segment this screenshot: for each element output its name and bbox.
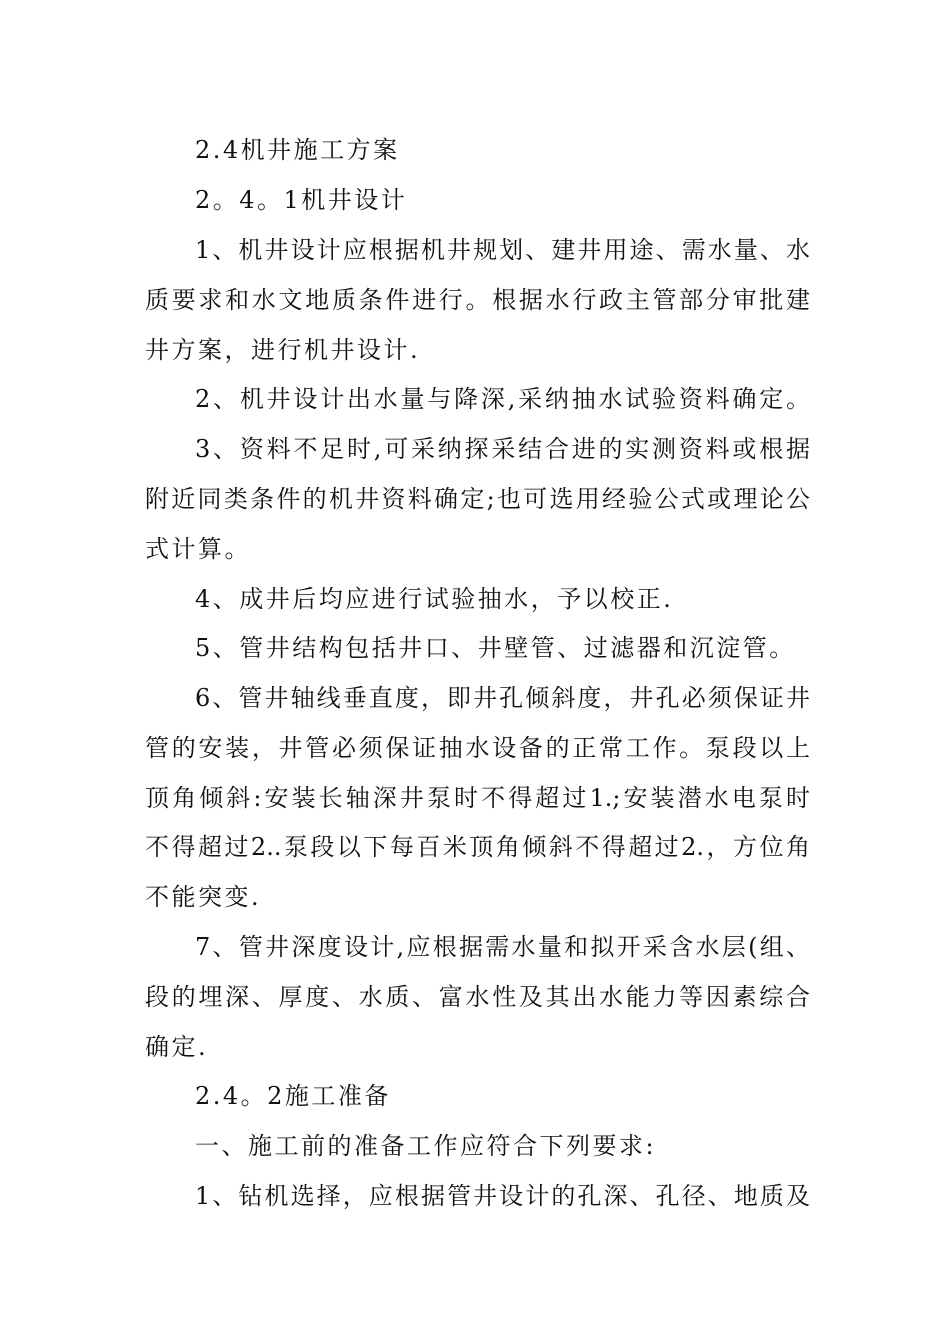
paragraph-line: 不能突变. — [145, 883, 262, 911]
paragraph-line: 不得超过2..泵段以下每百米顶角倾斜不得超过2.，方位角 — [145, 833, 810, 861]
paragraph-line: 管的安装，井管必须保证抽水设备的正常工作。泵段以上 — [145, 734, 810, 762]
paragraph-line: 式计算。 — [145, 535, 251, 563]
paragraph-line: 质要求和水文地质条件进行。根据水行政主管部分审批建 — [145, 286, 810, 314]
paragraph-line: 井方案，进行机井设计. — [145, 336, 421, 364]
paragraph-line: 顶角倾斜:安装长轴深井泵时不得超过1.;安装潜水电泵时 — [145, 784, 810, 812]
paragraph-line: 段的埋深、厚度、水质、富水性及其出水能力等因素综合 — [145, 983, 810, 1011]
heading-2-4: 2.4机井施工方案 — [195, 136, 400, 164]
heading-2-4-1: 2。4。1机井设计 — [195, 186, 408, 214]
paragraph-line: 1、钻机选择，应根据管井设计的孔深、孔径、地质及 — [195, 1182, 810, 1210]
paragraph-line: 一、施工前的准备工作应符合下列要求: — [195, 1132, 657, 1160]
paragraph-line: 7、管井深度设计,应根据需水量和拟开采含水层(组、 — [195, 933, 810, 961]
paragraph-line: 6、管井轴线垂直度，即井孔倾斜度，井孔必须保证井 — [195, 684, 810, 712]
heading-2-4-2: 2.4。2施工准备 — [195, 1082, 391, 1110]
paragraph-line: 4、成井后均应进行试验抽水，予以校正. — [195, 585, 674, 613]
paragraph-line: 2、机井设计出水量与降深,采纳抽水试验资料确定。 — [195, 385, 810, 413]
paragraph-line: 5、管井结构包括井口、井壁管、过滤器和沉淀管。 — [195, 634, 796, 662]
paragraph-line: 附近同类条件的机井资料确定;也可选用经验公式或理论公 — [145, 485, 810, 513]
paragraph-line: 3、资料不足时,可采纳探采结合进的实测资料或根据 — [195, 435, 810, 463]
paragraph-line: 1、机井设计应根据机井规划、建井用途、需水量、水 — [195, 236, 810, 264]
paragraph-line: 确定. — [145, 1033, 209, 1061]
